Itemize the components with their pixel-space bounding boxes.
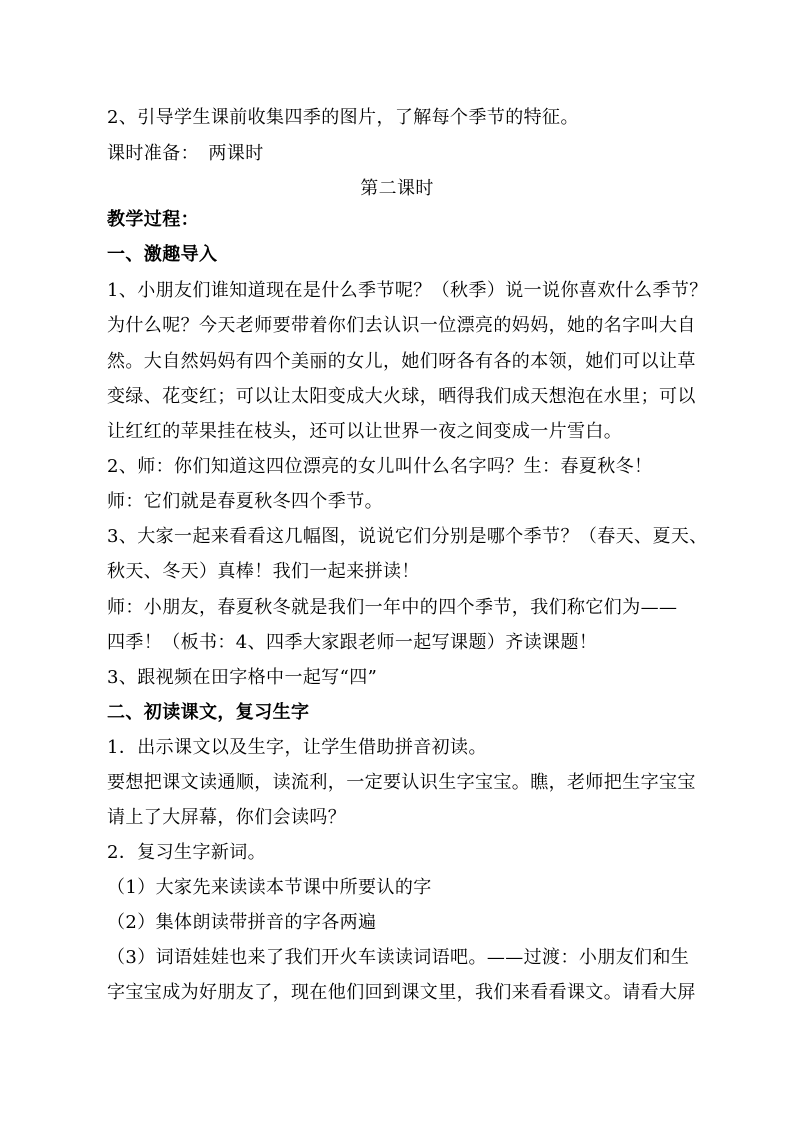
heading: 教学过程： xyxy=(107,209,199,230)
text-line: （2）集体朗读带拼音的字各两遍 xyxy=(107,912,377,933)
text-line: 请上了大屏幕，你们会读吗？ xyxy=(107,807,347,828)
text-line: 字宝宝成为好朋友了，现在他们回到课文里，我们来看看课文。请看大屏 xyxy=(107,982,696,1003)
text-line: 1、小朋友们谁知道现在是什么季节呢？（秋季）说一说你喜欢什么季节？ xyxy=(107,280,708,301)
text-line: 2．复习生字新词。 xyxy=(107,842,267,863)
text-line: 师：小朋友，春夏秋冬就是我们一年中的四个季节，我们称它们为—— xyxy=(107,597,678,618)
text-line: 四季！（板书：4、四季大家跟老师一起写课题）齐读课题！ xyxy=(107,632,598,653)
text-line: 2、师：你们知道这四位漂亮的女儿叫什么名字吗？生：春夏秋冬！ xyxy=(107,456,653,477)
text-line: 让红红的苹果挂在枝头，还可以让世界一夜之间变成一片雪白。 xyxy=(107,421,623,442)
text-line: （3）词语娃娃也来了我们开火车读读词语吧。——过渡：小朋友们和生 xyxy=(107,947,690,968)
text-line: 课时准备： 两课时 xyxy=(107,143,264,164)
text-line: 要想把课文读通顺，读流利，一定要认识生字宝宝。瞧，老师把生字宝宝 xyxy=(107,772,696,793)
heading: 一、激趣导入 xyxy=(107,244,218,265)
text-line: 3、大家一起来看看这几幅图，说说它们分别是哪个季节？（春天、夏天、 xyxy=(107,526,708,547)
text-line: 为什么呢？今天老师要带着你们去认识一位漂亮的妈妈，她的名字叫大自 xyxy=(107,315,696,336)
text-line: 3、跟视频在田字格中一起写“四” xyxy=(107,667,378,688)
text-line: 秋天、冬天）真棒！我们一起来拼读！ xyxy=(107,561,420,582)
text-line: 师：它们就是春夏秋冬四个季节。 xyxy=(107,491,383,512)
section-title: 第二课时 xyxy=(360,178,434,199)
text-line: 变绿、花变红；可以让太阳变成大火球，晒得我们成天想泡在水里；可以 xyxy=(107,386,696,407)
text-line: 2、引导学生课前收集四季的图片，了解每个季节的特征。 xyxy=(107,107,579,128)
heading: 二、初读课文，复习生字 xyxy=(107,702,310,723)
text-line: （1）大家先来读读本节课中所要认的字 xyxy=(107,877,432,898)
text-line: 然。大自然妈妈有四个美丽的女儿，她们呀各有各的本领，她们可以让草 xyxy=(107,351,696,372)
text-line: 1．出示课文以及生字，让学生借助拼音初读。 xyxy=(107,737,487,758)
